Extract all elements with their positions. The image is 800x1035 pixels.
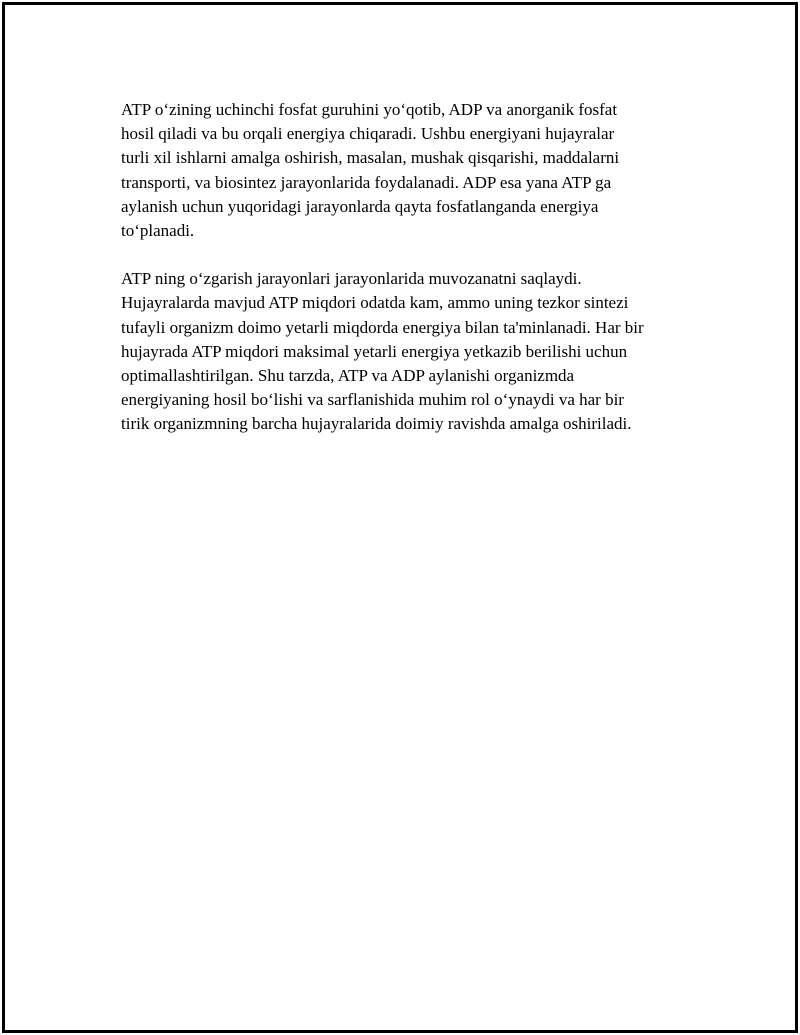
page-frame — [2, 2, 798, 1033]
document-body — [121, 98, 701, 437]
paragraph-2: ATP ning o‘zgarish jarayonlari jarayonlarida muvozanatni saqlaydi. Hujayralarda mavjud ATP miqdori odatda kam, ammo uning tezkor sintezi tufayli organizm doimo yetarli miqdorda energiya bilan ta'minlanadi. Har bir hujayrada ATP miqdori maksimal yetarli energiya yetkazib berilishi uchun optimallashtirilgan. Shu tarzda, ATP va ADP aylanishi organizmda energiyaning hosil bo‘lishi va sarflanishida muhim rol o‘ynaydi va har bir tirik organizmning barcha hujayralarida doimiy ravishda amalga oshiriladi. — [121, 269, 644, 434]
paragraph-1: ATP o‘zining uchinchi fosfat guruhini yo‘qotib, ADP va anorganik fosfat hosil qiladi va bu orqali energiya chiqaradi. Ushbu energiyani hujayralar turli xil ishlarni amalga oshirish, masalan, mushak qisqarishi, maddalarni transporti, va biosintez jarayonlarida foydalanadi. ADP esa yana ATP ga aylanish uchun yuqoridagi jarayonlarda qayta fosfatlanganda energiya to‘planadi. — [121, 100, 620, 241]
